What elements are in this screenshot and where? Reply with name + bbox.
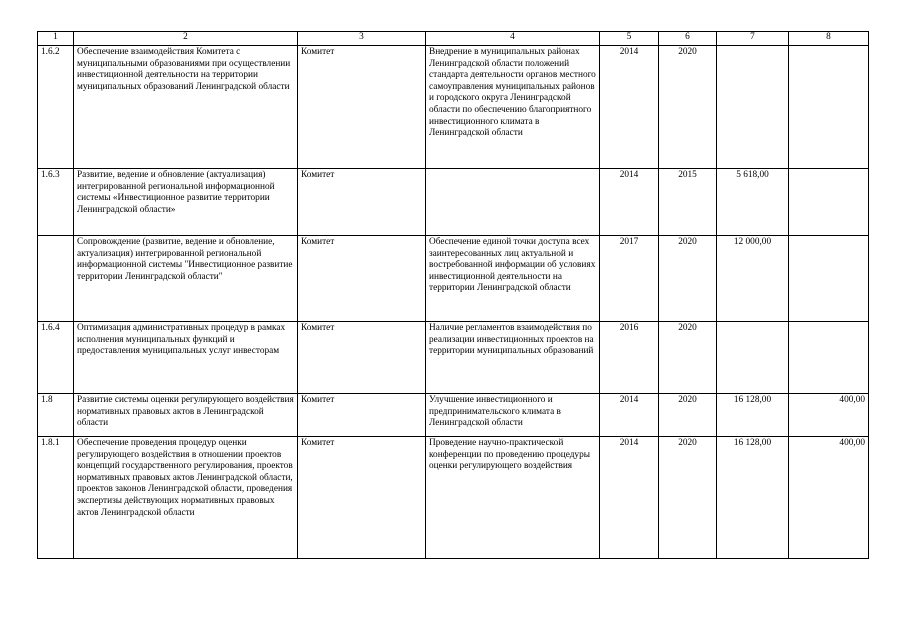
table-row [38, 169, 869, 236]
result-cell: Обеспечение единой точки доступа всех заинтересованных лиц актуальной и востребованной информации об условиях инвестиционной деятельности на территории Ленинградской области [426, 236, 600, 322]
amount-cell: 16 128,00 [717, 394, 789, 437]
start-year-cell: 2014 [600, 46, 659, 169]
column-header: 6 [659, 32, 717, 46]
amount-cell: 12 000,00 [717, 236, 789, 322]
amount-cell: 16 128,00 [717, 437, 789, 559]
column-header: 3 [298, 32, 426, 46]
activity-cell: Сопровождение (развитие, ведение и обновление, актуализация) интегрированной региональной информационной системы "Инвестиционное развитие территории Ленинградской области" [74, 236, 298, 322]
column-header: 8 [789, 32, 869, 46]
end-year-cell: 2020 [659, 322, 717, 394]
result-cell: Наличие регламентов взаимодействия по реализации инвестиционных проектов на территории муниципальных образований [426, 322, 600, 394]
activity-cell: Обеспечение взаимодействия Комитета с муниципальными образованиями при осуществлении инвестиционной деятельности на территории муниципальных образований Ленинградской области [74, 46, 298, 169]
end-year-cell: 2020 [659, 46, 717, 169]
end-year-cell: 2020 [659, 394, 717, 437]
result-cell: Внедрение в муниципальных районах Ленинградской области положений стандарта деятельности органов местного самоуправления муниципальных районов и городского округа Ленинградской области по обеспечению благоприятного инвестиционного климата в Ленинградской области [426, 46, 600, 169]
amount-cell-2 [789, 236, 869, 322]
activity-cell: Развитие системы оценки регулирующего воздействия нормативных правовых актов в Ленинградской области [74, 394, 298, 437]
executor-cell: Комитет [298, 394, 426, 437]
activity-cell: Обеспечение проведения процедур оценки регулирующего воздействия в отношении проектов концепций государственного регулирования, проектов нормативных правовых актов Ленинградской области, проектов законов Ленинградской области, проведения экспертизы действующих нормативных правовых актов Ленинградской области [74, 437, 298, 559]
result-cell: Улучшение инвестиционного и предпринимательского климата в Ленинградской области [426, 394, 600, 437]
amount-cell: 5 618,00 [717, 169, 789, 236]
column-header: 2 [74, 32, 298, 46]
column-header: 5 [600, 32, 659, 46]
end-year-cell: 2020 [659, 437, 717, 559]
start-year-cell: 2014 [600, 394, 659, 437]
table-row [38, 322, 869, 394]
start-year-cell: 2014 [600, 169, 659, 236]
executor-cell: Комитет [298, 322, 426, 394]
amount-cell [717, 322, 789, 394]
amount-cell-2 [789, 322, 869, 394]
column-header: 1 [38, 32, 74, 46]
result-cell: Проведение научно-практической конференции по проведению процедуры оценки регулирующего воздействия [426, 437, 600, 559]
executor-cell: Комитет [298, 236, 426, 322]
activity-cell: Развитие, ведение и обновление (актуализация) интегрированной региональной информационной системы «Инвестиционное развитие территории Ленинградской области» [74, 169, 298, 236]
column-number-row [38, 32, 869, 46]
amount-cell [717, 46, 789, 169]
start-year-cell: 2017 [600, 236, 659, 322]
row-number [38, 236, 74, 322]
executor-cell: Комитет [298, 437, 426, 559]
column-header: 4 [426, 32, 600, 46]
end-year-cell: 2015 [659, 169, 717, 236]
row-number: 1.6.2 [38, 46, 74, 169]
row-number: 1.6.4 [38, 322, 74, 394]
executor-cell: Комитет [298, 46, 426, 169]
executor-cell: Комитет [298, 169, 426, 236]
table-row [38, 394, 869, 437]
amount-cell-2 [789, 169, 869, 236]
amount-cell-2: 400,00 [789, 394, 869, 437]
start-year-cell: 2014 [600, 437, 659, 559]
table-row [38, 437, 869, 559]
end-year-cell: 2020 [659, 236, 717, 322]
amount-cell-2 [789, 46, 869, 169]
row-number: 1.8 [38, 394, 74, 437]
row-number: 1.6.3 [38, 169, 74, 236]
amount-cell-2: 400,00 [789, 437, 869, 559]
table-row [38, 236, 869, 322]
column-header: 7 [717, 32, 789, 46]
row-number: 1.8.1 [38, 437, 74, 559]
table-row [38, 46, 869, 169]
program-table [37, 31, 869, 559]
result-cell [426, 169, 600, 236]
activity-cell: Оптимизация административных процедур в рамках исполнения муниципальных функций и предоставления муниципальных услуг инвесторам [74, 322, 298, 394]
start-year-cell: 2016 [600, 322, 659, 394]
